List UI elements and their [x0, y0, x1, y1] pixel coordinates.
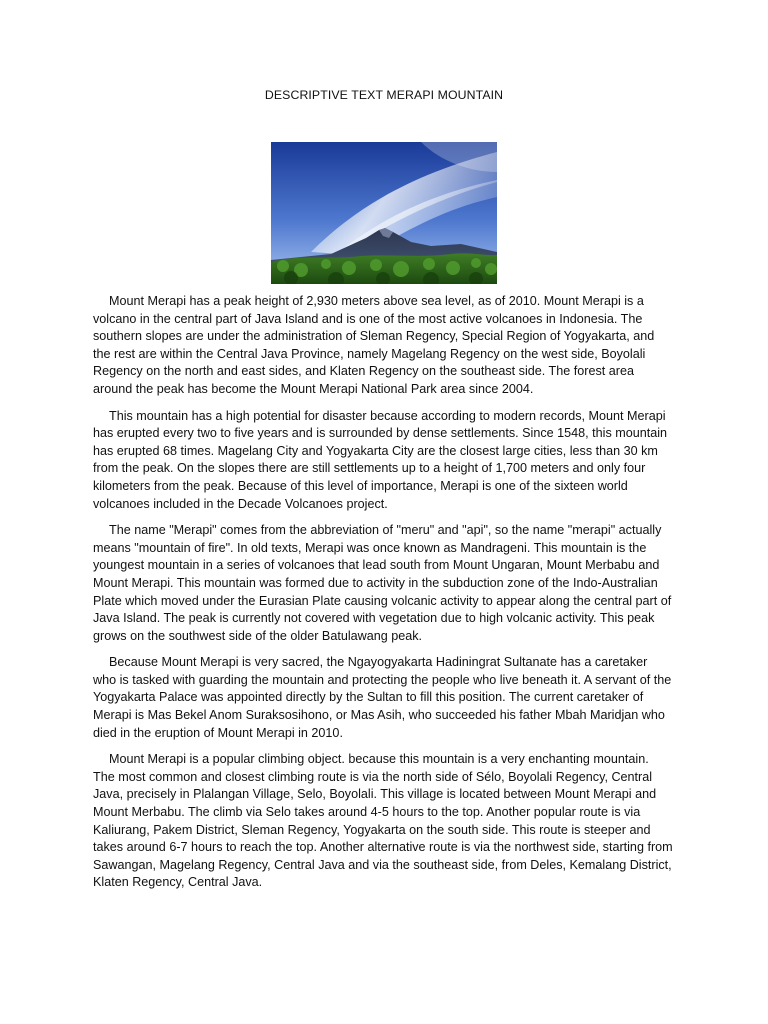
volcano-photo-illustration: [271, 142, 497, 284]
paragraph-5: Mount Merapi is a popular climbing object. because this mountain is a very enchanting mountain. The most common and closest climbing route is via the north side of Sélo, Boyolali Regency, Central Java, precisely in Plalangan Village, Selo, Boyolali. This village is located between Mount Merapi and Mount Merbabu. The climb via Selo takes around 4-5 hours to the top. Another popular route is via Kaliurang, Pakem District, Sleman Regency, Yogyakarta on the south side. This route is steeper and takes around 6-7 hours to reach the top. Another alternative route is via the northwest side, starting from Sawangan, Magelang Regency, Central Java and via the southeast side, from Deles, Kemalang District, Klaten Regency, Central Java.: [93, 752, 673, 890]
page-title: DESCRIPTIVE TEXT MERAPI MOUNTAIN: [264, 88, 504, 102]
paragraph-2: This mountain has a high potential for disaster because according to modern records, Mount Merapi has erupted every two to five years and is surrounded by dense settlements. Since 1548, this mountain has erupted 68 times. Magelang City and Yogyakarta City are the closest large cities, less than 30 km from the peak. On the slopes there are still settlements up to a height of 1,700 meters and only four kilometers from the peak. Because of this level of importance, Merapi is one of the sixteen world volcanoes included in the Decade Volcanoes project.: [93, 408, 668, 511]
mountain-photo: [271, 142, 497, 284]
paragraph-3: The name "Merapi" comes from the abbreviation of "meru" and "api", so the name "merapi" actually means "mountain of fire". In old texts, Merapi was once known as Mandrageni. This mountain is the youngest mountain in a series of volcanoes that lead south from Mount Ungaran, Mount Merbabu and Mount Merapi. This mountain was formed due to activity in the subduction zone of the Indo-Australian Plate which moved under the Eurasian Plate causing volcanic activity to appear along the central part of Java Island. The peak is currently not covered with vegetation due to high volcanic activity. This peak grows on the southwest side of the older Batulawang peak.: [93, 523, 672, 643]
document-body: [93, 293, 673, 901]
paragraph-1: Mount Merapi has a peak height of 2,930 meters above sea level, as of 2010. Mount Merapi is a volcano in the central part of Java Island and is one of the most active volcanoes in Indonesia. The southern slopes are under the administration of Sleman Regency, Special Region of Yogyakarta, and the rest are within the Central Java Province, namely Magelang Regency on the west side, Boyolali Regency on the north and east sides, and Klaten Regency on the southeast side. The forest area around the peak has become the Mount Merapi National Park area since 2004.: [93, 294, 655, 396]
paragraph-4: Because Mount Merapi is very sacred, the Ngayogyakarta Hadiningrat Sultanate has a caretaker who is tasked with guarding the mountain and protecting the people who live beneath it. A servant of the Yogyakarta Palace was appointed directly by the Sultan to fill this position. The current caretaker of Merapi is Mas Bekel Anom Suraksosihono, or Mas Asih, who succeeded his father Mbah Maridjan who died in the eruption of Mount Merapi in 2010.: [93, 655, 672, 740]
